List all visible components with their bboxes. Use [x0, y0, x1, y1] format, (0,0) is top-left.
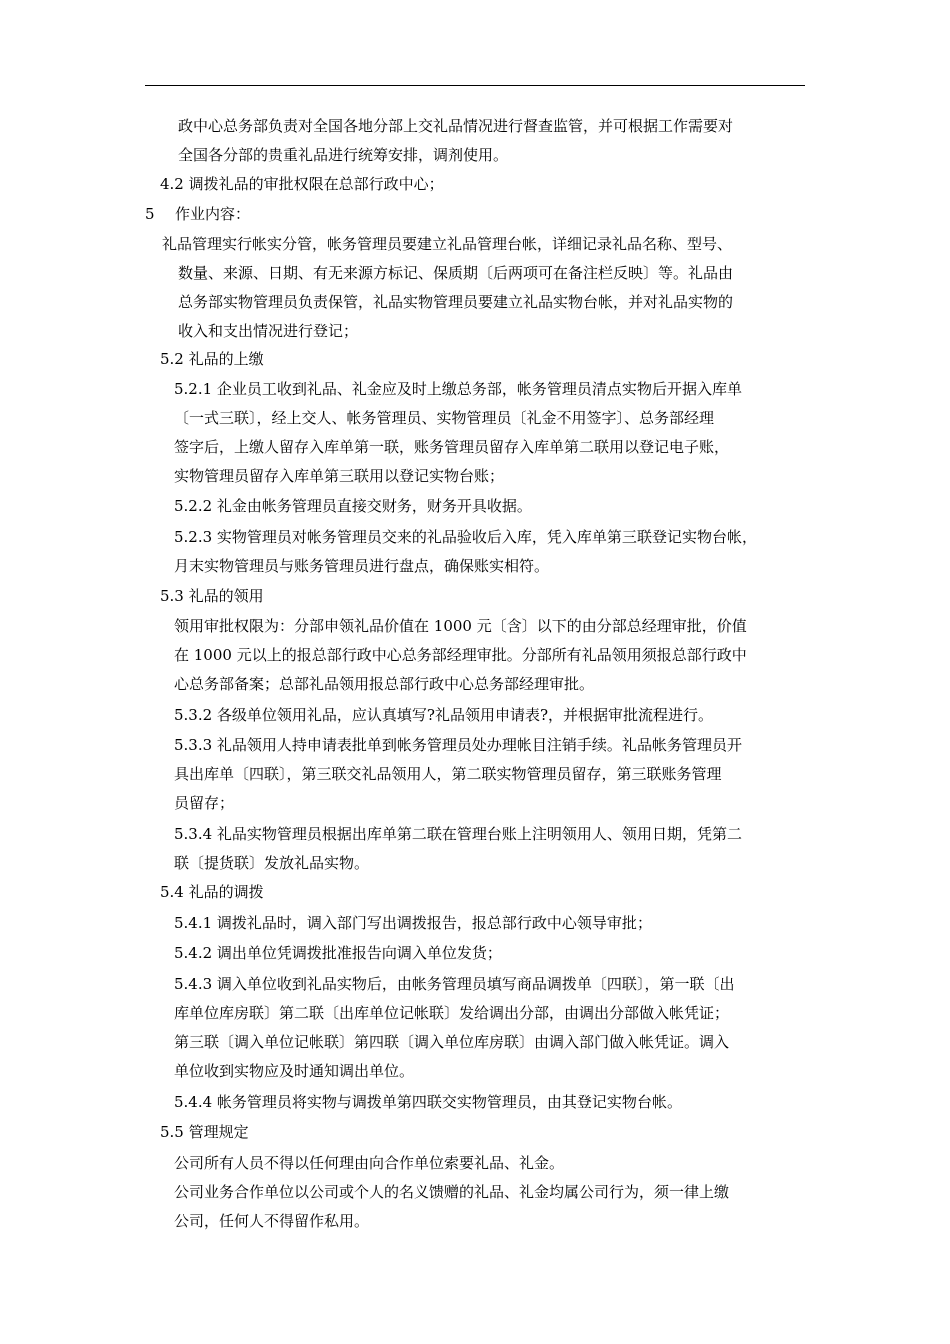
paragraph-5-5-1	[174, 1149, 564, 1178]
paragraph-5-3-4	[174, 820, 742, 878]
text-line: 员留存；	[174, 794, 235, 812]
text-line: 5.4.4 帐务管理员将实物与调拨单第四联交实物管理员，由其登记实物台帐。	[174, 1093, 682, 1111]
paragraph-5-3-1	[174, 612, 747, 699]
text-line: 单位收到实物应及时通知调出单位。	[174, 1062, 415, 1080]
text-line: 〔一式三联〕，经上交人、帐务管理员、实物管理员〔礼金不用签字〕、总务部经理	[174, 409, 715, 427]
section-5-heading	[145, 200, 250, 229]
text-line: 5.3.3 礼品领用人持申请表批单到帐务管理员处办理帐目注销手续。礼品帐务管理员开	[174, 736, 742, 754]
text-line: 领用审批权限为：分部申领礼品价值在 1000 元〔含〕以下的由分部总经理审批，价值	[174, 617, 747, 635]
text-line: 政中心总务部负责对全国各地分部上交礼品情况进行督查监管，并可根据工作需要对	[178, 117, 734, 135]
paragraph-5-4-1	[174, 909, 652, 938]
text-line: 联〔提货联〕发放礼品实物。	[174, 854, 370, 872]
text-line: 实物管理员留存入库单第三联用以登记实物台账；	[174, 467, 505, 485]
section-title: 作业内容：	[175, 205, 251, 223]
heading-5-3	[160, 582, 264, 611]
paragraph-5-2-3	[174, 523, 757, 581]
paragraph-5-4-2	[174, 939, 502, 968]
heading-5-2	[160, 345, 264, 374]
text-line: 5.3.4 礼品实物管理员根据出库单第二联在管理台账上注明领用人、领用日期，凭第二	[174, 825, 742, 843]
paragraph-5-3-3	[174, 731, 742, 818]
text-line: 5.2.1 企业员工收到礼品、礼金应及时上缴总务部，帐务管理员清点实物后开据入库单	[174, 380, 742, 398]
text-line: 5.3.2 各级单位领用礼品，应认真填写?礼品领用申请表?，并根据审批流程进行。	[174, 706, 714, 724]
text-line: 公司业务合作单位以公司或个人的名义馈赠的礼品、礼金均属公司行为，须一律上缴	[174, 1183, 730, 1201]
paragraph-5-5-2	[174, 1178, 729, 1236]
text-line: 礼品管理实行帐实分管，帐务管理员要建立礼品管理台帐，详细记录礼品名称、型号、	[162, 235, 733, 253]
text-line: 心总务部备案；总部礼品领用报总部行政中心总务部经理审批。	[174, 675, 595, 693]
text-line: 库单位库房联〕第二联〔出库单位记帐联〕发给调出分部，由调出分部做入帐凭证；	[174, 1004, 730, 1022]
text-line: 数量、来源、日期、有无来源方标记、保质期〔后两项可在备注栏反映〕等。礼品由	[178, 264, 734, 282]
header-rule	[145, 85, 805, 86]
text-line: 第三联〔调入单位记帐联〕第四联〔调入单位库房联〕由调入部门做入帐凭证。调入	[174, 1033, 730, 1051]
paragraph-5-4-3	[174, 970, 734, 1086]
text-line: 4.2 调拨礼品的审批权限在总部行政中心；	[160, 175, 444, 193]
text-line	[145, 200, 250, 229]
paragraph-5-2-1	[174, 375, 742, 491]
paragraph-4-1-continuation	[178, 112, 733, 170]
text-line: 5.2 礼品的上缴	[160, 350, 264, 368]
text-line: 5.4.3 调入单位收到礼品实物后，由帐务管理员填写商品调拨单〔四联〕，第一联〔出	[174, 975, 735, 993]
heading-5-5	[160, 1118, 249, 1147]
text-line: 5.2.2 礼金由帐务管理员直接交财务，财务开具收据。	[174, 497, 532, 515]
text-line: 5.3 礼品的领用	[160, 587, 264, 605]
paragraph-5-2-2	[174, 492, 532, 521]
section-number: 5	[145, 205, 155, 223]
text-line: 公司，任何人不得留作私用。	[174, 1212, 370, 1230]
text-line: 全国各分部的贵重礼品进行统筹安排，调剂使用。	[178, 146, 509, 164]
heading-5-4	[160, 878, 264, 907]
text-line: 5.2.3 实物管理员对帐务管理员交来的礼品验收后入库，凭入库单第三联登记实物台帐，	[174, 528, 757, 546]
paragraph-5-4-4	[174, 1088, 682, 1117]
text-line: 5.4 礼品的调拨	[160, 883, 264, 901]
text-line: 签字后，上缴人留存入库单第一联，账务管理员留存入库单第二联用以登记电子账，	[174, 438, 730, 456]
text-line: 在 1000 元以上的报总部行政中心总务部经理审批。分部所有礼品领用须报总部行政中	[174, 646, 747, 664]
text-line: 月末实物管理员与账务管理员进行盘点，确保账实相符。	[174, 557, 550, 575]
paragraph-5-3-2	[174, 701, 713, 730]
text-line: 5.4.1 调拨礼品时，调入部门写出调拨报告，报总部行政中心领导审批；	[174, 914, 652, 932]
text-line: 具出库单〔四联〕，第三联交礼品领用人，第二联实物管理员留存，第三联账务管理	[174, 765, 722, 783]
paragraph-4-2	[160, 170, 444, 199]
text-line: 5.4.2 调出单位凭调拨批准报告向调入单位发货；	[174, 944, 502, 962]
text-line: 5.5 管理规定	[160, 1123, 249, 1141]
text-line: 总务部实物管理员负责保管，礼品实物管理员要建立礼品实物台帐，并对礼品实物的	[178, 293, 734, 311]
paragraph-5-1	[162, 230, 733, 346]
text-line: 公司所有人员不得以任何理由向合作单位索要礼品、礼金。	[174, 1154, 565, 1172]
text-line: 收入和支出情况进行登记；	[178, 322, 359, 340]
